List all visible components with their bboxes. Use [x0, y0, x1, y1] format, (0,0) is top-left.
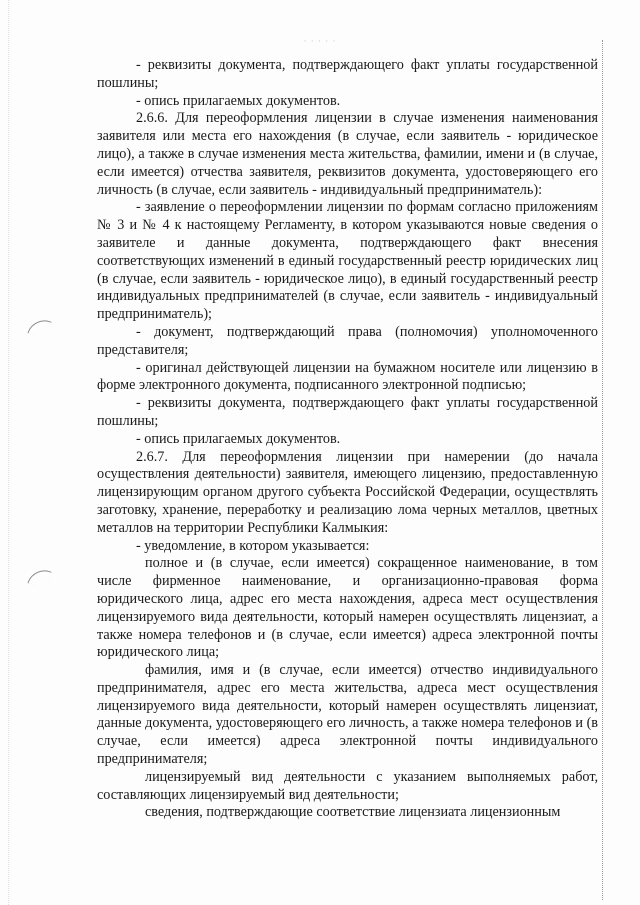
paragraph: - уведомление, в котором указывается: — [136, 537, 370, 554]
paragraph: - опись прилагаемых документов. — [136, 430, 341, 447]
paragraph: - оригинал действующей лицензии на бумажном носителе или лицензию в форме электронного документа, подписанного электронной подписью; — [97, 359, 598, 394]
paragraph: - документ, подтверждающий права (полномочия) уполномоченного представителя; — [97, 323, 598, 358]
binding-hole-mark — [27, 565, 51, 589]
paragraph: лицензируемый вид деятельности с указанием выполняемых работ, составляющих лицензируемый вид деятельности; — [97, 768, 598, 803]
scan-edge-left — [8, 0, 9, 905]
paragraph: 2.6.7. Для переоформления лицензии при намерении (до начала осуществления деятельности) заявителя, имеющего лицензию, предоставленную лицензирующим органом другого субъекта Российской Федерации, осуществлять заготовку, хранение, переработку и реализацию лома черных металлов, цветных металлов на территории Республики Калмыкия: — [97, 448, 598, 536]
paragraph: 2.6.6. Для переоформления лицензии в случае изменения наименования заявителя или места его нахождения (в случае, если заявитель - юридическое лицо), а также в случае изменения места жительства, фамилии, имени и (в случае, если имеется) отчества заявителя, реквизитов документа, удостоверяющего его личность (в случае, если заявитель - индивидуальный предприниматель): — [97, 110, 598, 198]
binding-hole-mark — [27, 315, 51, 339]
paragraph: - заявление о переоформлении лицензии по формам согласно приложениям № 3 и № 4 к настоящему Регламенту, в котором указываются новые сведения о заявителе и данные документа, подтверждающего факт внесения соответствующих изменений в единый государственный реестр юридических лиц (в случае, если заявитель - юридическое лицо), в единый государственный реестр индивидуальных предпринимателей (в случае, если заявитель - индивидуальный предприниматель); — [97, 199, 598, 323]
paragraph: сведения, подтверждающие соответствие лицензиата лицензионным — [145, 804, 561, 821]
paragraph: полное и (в случае, если имеется) сокращенное наименование, в том числе фирменное наименование, и организационно-правовая форма юридического лица, адрес его места нахождения, адреса мест осуществления лицензируемого вида деятельности, который намерен осуществлять лицензиат, а также номера телефонов и (в случае, если имеется) адреса электронной почты юридического лица; — [97, 555, 598, 661]
scan-edge-right — [602, 40, 603, 900]
paragraph: - опись прилагаемых документов. — [136, 92, 341, 109]
paragraph: - реквизиты документа, подтверждающего факт уплаты государственной пошлины; — [97, 395, 598, 429]
page-number: · · · · · — [303, 36, 337, 46]
paragraph: - реквизиты документа, подтверждающего факт уплаты государственной пошлины; — [97, 57, 598, 91]
document-body — [97, 57, 598, 822]
paragraph: фамилия, имя и (в случае, если имеется) отчество индивидуального предпринимателя, адрес его места жительства, адреса мест осуществления лицензируемого вида деятельности, который намерен осуществлять лицензиат, данные документа, удостоверяющего его личность, а также номера телефонов и (в случае, если имеется) адреса электронной почты индивидуального предпринимателя; — [97, 662, 598, 768]
